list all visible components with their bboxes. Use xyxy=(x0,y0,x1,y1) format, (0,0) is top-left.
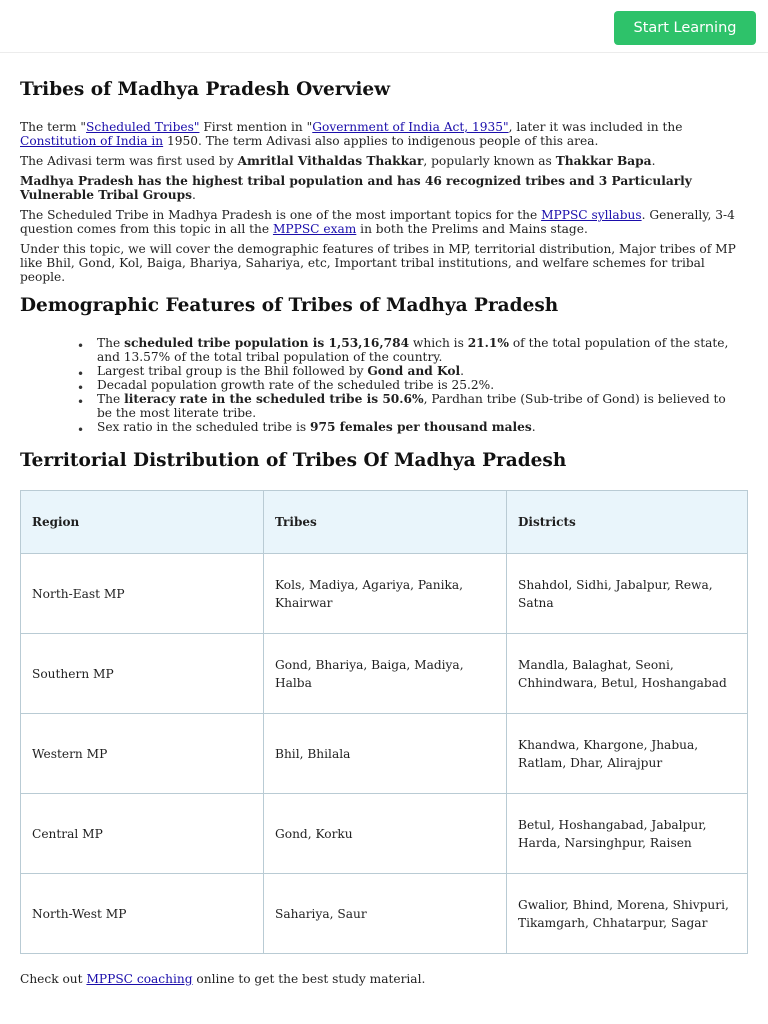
region-cell: Western MP xyxy=(21,714,264,794)
list-item xyxy=(97,364,742,378)
list-item xyxy=(97,336,742,364)
tribes-cell: Sahariya, Saur xyxy=(264,874,507,954)
bold-text: Thakkar Bapa xyxy=(555,154,652,169)
tribes-cell: Gond, Bhariya, Baiga, Madiya, Halba xyxy=(264,634,507,714)
text: of the total population of the state, and 13.57% of the total tribal population of the country. xyxy=(97,336,729,365)
bold-text: 21.1% xyxy=(467,336,509,351)
government-of-india-act-link[interactable]: Government of India Act, 1935" xyxy=(312,120,509,135)
table-row xyxy=(21,714,748,794)
text: which is xyxy=(409,336,468,351)
territorial-heading: Territorial Distribution of Tribes Of Madhya Pradesh xyxy=(20,450,567,472)
list-item: • Decadal population growth rate of the scheduled tribe is 25.2%. xyxy=(97,378,742,392)
mppsc-coaching-link[interactable]: MPPSC coaching xyxy=(86,972,193,987)
intro-paragraph-1 xyxy=(20,120,742,148)
text: The xyxy=(97,336,125,351)
table-row xyxy=(21,874,748,954)
text: Largest tribal group is the Bhil followed by xyxy=(97,364,368,379)
region-cell: North-East MP xyxy=(21,554,264,634)
districts-cell: Betul, Hoshangabad, Jabalpur, Harda, Narsinghpur, Raisen xyxy=(507,794,748,874)
page-title: Tribes of Madhya Pradesh Overview xyxy=(20,79,391,100)
intro-paragraph-4 xyxy=(20,208,742,236)
column-header-region: Region xyxy=(21,491,264,554)
start-learning-button[interactable]: Start Learning xyxy=(614,11,756,45)
bold-text: 975 females per thousand males xyxy=(309,420,532,435)
mppsc-exam-link[interactable]: MPPSC exam xyxy=(272,222,357,237)
text: , later it was included in the xyxy=(508,120,683,135)
text: Sex ratio in the scheduled tribe is xyxy=(97,420,310,435)
region-cell: Central MP xyxy=(21,794,264,874)
districts-cell: Shahdol, Sidhi, Jabalpur, Rewa, Satna xyxy=(507,554,748,634)
text: . xyxy=(531,420,536,435)
text: Check out xyxy=(20,972,87,987)
bold-text: scheduled tribe population is 1,53,16,784 xyxy=(124,336,410,351)
text: . Generally, 3-4 question comes from this topic in all the xyxy=(20,208,735,237)
constitution-of-india-link[interactable]: Constitution of India in xyxy=(20,134,164,149)
footer-paragraph xyxy=(20,972,742,986)
tribes-cell: Gond, Korku xyxy=(264,794,507,874)
text: . xyxy=(460,364,465,379)
text: . xyxy=(191,188,196,203)
column-header-tribes: Tribes xyxy=(264,491,507,554)
text: in both the Prelims and Mains stage. xyxy=(356,222,588,237)
top-bar xyxy=(0,0,768,53)
text: The Adivasi term was first used by xyxy=(20,154,238,169)
text: The term " xyxy=(20,120,87,135)
tribes-cell: Kols, Madiya, Agariya, Panika, Khairwar xyxy=(264,554,507,634)
region-cell: North-West MP xyxy=(21,874,264,954)
intro-paragraph-5: Under this topic, we will cover the demographic features of tribes in MP, territorial distribution, Major tribes of MP like Bhil, Gond, Kol, Baiga, Bhariya, Sahariya, etc, Important tribal institutions, and welfare schemes for tribal people. xyxy=(20,242,736,285)
region-cell: Southern MP xyxy=(21,634,264,714)
bold-text: Gond and Kol xyxy=(367,364,461,379)
demographic-list xyxy=(20,336,742,434)
text: , popularly known as xyxy=(423,154,556,169)
bold-text: Amritlal Vithaldas Thakkar xyxy=(237,154,424,169)
table-row xyxy=(21,794,748,874)
mppsc-syllabus-link[interactable]: MPPSC syllabus xyxy=(541,208,642,223)
districts-cell: Khandwa, Khargone, Jhabua, Ratlam, Dhar, Alirajpur xyxy=(507,714,748,794)
territorial-table xyxy=(20,490,748,954)
tribes-cell: Bhil, Bhilala xyxy=(264,714,507,794)
text: First mention in " xyxy=(199,120,313,135)
intro-paragraph-2 xyxy=(20,154,742,168)
list-item xyxy=(97,392,742,420)
table-header-row xyxy=(21,491,748,554)
text: The xyxy=(97,392,125,407)
text: , Pardhan tribe (Sub-tribe of Gond) is believed to be the most literate tribe. xyxy=(97,392,726,421)
list-item xyxy=(97,420,742,434)
text: The Scheduled Tribe in Madhya Pradesh is one of the most important topics for the xyxy=(20,208,542,223)
demographic-heading: Demographic Features of Tribes of Madhya Pradesh xyxy=(20,295,559,317)
districts-cell: Mandla, Balaghat, Seoni, Chhindwara, Betul, Hoshangabad xyxy=(507,634,748,714)
table-row xyxy=(21,634,748,714)
text: 1950. The term Adivasi also applies to indigenous people of this area. xyxy=(163,134,599,149)
bold-text: Madhya Pradesh has the highest tribal population and has 46 recognized tribes and 3 Particularly Vulnerable Tribal Groups xyxy=(20,174,692,203)
districts-cell: Gwalior, Bhind, Morena, Shivpuri, Tikamgarh, Chhatarpur, Sagar xyxy=(507,874,748,954)
scheduled-tribes-link[interactable]: Scheduled Tribes" xyxy=(86,120,200,135)
text: online to get the best study material. xyxy=(192,972,426,987)
table-row xyxy=(21,554,748,634)
text: . xyxy=(651,154,656,169)
intro-paragraph-3 xyxy=(20,174,742,202)
article-content xyxy=(20,78,742,986)
column-header-districts: Districts xyxy=(507,491,748,554)
bold-text: literacy rate in the scheduled tribe is 50.6% xyxy=(124,392,424,407)
